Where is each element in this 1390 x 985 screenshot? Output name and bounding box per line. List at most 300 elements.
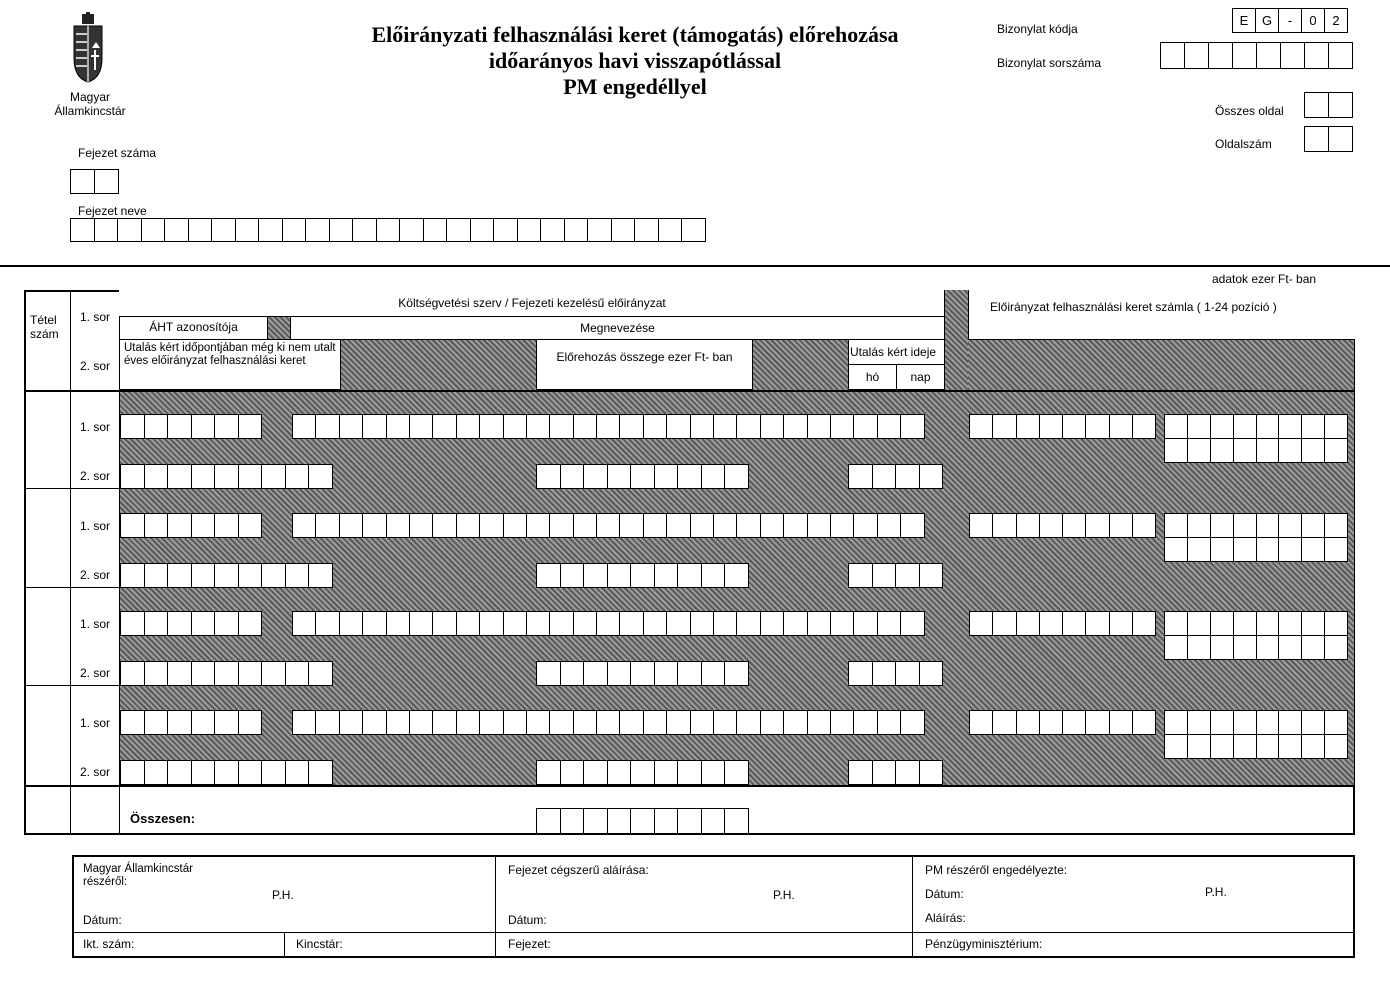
char-box[interactable] xyxy=(1164,513,1188,538)
char-box[interactable] xyxy=(872,563,897,588)
char-box[interactable] xyxy=(94,169,119,194)
char-box[interactable] xyxy=(853,414,877,439)
char-box[interactable] xyxy=(1085,513,1109,538)
char-box[interactable] xyxy=(1233,611,1257,636)
char-box[interactable] xyxy=(540,218,565,242)
char-box[interactable] xyxy=(1324,635,1348,660)
char-box[interactable] xyxy=(292,611,316,636)
char-box[interactable] xyxy=(900,611,924,636)
char-box[interactable] xyxy=(607,760,632,785)
char-box[interactable] xyxy=(877,414,901,439)
char-box[interactable] xyxy=(760,414,784,439)
char-box[interactable] xyxy=(386,414,410,439)
char-box[interactable] xyxy=(526,414,550,439)
char-box[interactable] xyxy=(560,661,585,686)
char-box[interactable] xyxy=(456,611,480,636)
char-box[interactable] xyxy=(895,464,920,489)
char-box[interactable] xyxy=(308,661,333,686)
char-box[interactable] xyxy=(214,464,239,489)
pm-date[interactable]: Dátum: xyxy=(925,887,964,901)
char-box[interactable] xyxy=(1328,126,1353,152)
char-box[interactable] xyxy=(1301,414,1325,439)
char-box[interactable] xyxy=(701,760,726,785)
char-box[interactable] xyxy=(191,563,216,588)
char-box[interactable] xyxy=(120,563,145,588)
char-box[interactable] xyxy=(144,710,169,735)
char-box[interactable] xyxy=(573,414,597,439)
char-box[interactable] xyxy=(141,218,166,242)
char-box[interactable] xyxy=(362,611,386,636)
char-box[interactable] xyxy=(895,563,920,588)
char-box[interactable] xyxy=(305,218,330,242)
char-box[interactable] xyxy=(630,808,655,834)
char-box[interactable] xyxy=(654,808,679,834)
char-box[interactable] xyxy=(596,611,620,636)
char-box[interactable] xyxy=(1301,710,1325,735)
char-box[interactable] xyxy=(848,464,873,489)
char-box[interactable] xyxy=(432,710,456,735)
char-box[interactable] xyxy=(607,464,632,489)
char-box[interactable] xyxy=(872,760,897,785)
char-box[interactable] xyxy=(1187,710,1211,735)
char-box[interactable] xyxy=(992,710,1016,735)
char-box[interactable] xyxy=(1164,734,1188,759)
char-box[interactable] xyxy=(1164,438,1188,463)
char-box[interactable] xyxy=(526,513,550,538)
account-field-a[interactable] xyxy=(969,513,1156,538)
char-box[interactable] xyxy=(587,218,612,242)
char-box[interactable] xyxy=(167,513,192,538)
char-box[interactable] xyxy=(807,611,831,636)
transfer-date-field[interactable] xyxy=(848,563,943,588)
char-box[interactable] xyxy=(409,710,433,735)
char-box[interactable] xyxy=(701,808,726,834)
char-box[interactable] xyxy=(992,414,1016,439)
char-box[interactable] xyxy=(1233,537,1257,562)
char-box[interactable] xyxy=(238,611,263,636)
char-box[interactable] xyxy=(120,661,145,686)
advance-field[interactable] xyxy=(536,760,749,785)
total-amount-field[interactable] xyxy=(536,808,749,834)
transfer-date-field[interactable] xyxy=(848,760,943,785)
char-box[interactable] xyxy=(596,414,620,439)
char-box[interactable] xyxy=(619,611,643,636)
char-box[interactable] xyxy=(1039,611,1063,636)
char-box[interactable] xyxy=(120,710,145,735)
char-box[interactable] xyxy=(1016,513,1040,538)
char-box[interactable] xyxy=(1210,710,1234,735)
char-box[interactable] xyxy=(339,513,363,538)
char-box[interactable] xyxy=(560,808,585,834)
account-field-c[interactable] xyxy=(1164,635,1348,660)
char-box[interactable] xyxy=(167,760,192,785)
char-box[interactable] xyxy=(1132,710,1156,735)
char-box[interactable] xyxy=(479,611,503,636)
char-box[interactable] xyxy=(969,710,993,735)
unpaid-field[interactable] xyxy=(120,464,333,489)
char-box[interactable] xyxy=(630,760,655,785)
char-box[interactable] xyxy=(549,611,573,636)
char-box[interactable] xyxy=(1187,513,1211,538)
char-box[interactable] xyxy=(167,464,192,489)
char-box[interactable] xyxy=(536,661,561,686)
char-box[interactable] xyxy=(992,513,1016,538)
char-box[interactable] xyxy=(724,661,749,686)
char-box[interactable] xyxy=(503,710,527,735)
char-box[interactable] xyxy=(339,611,363,636)
account-field-b[interactable] xyxy=(1164,710,1348,735)
char-box[interactable] xyxy=(830,611,854,636)
char-box[interactable] xyxy=(261,661,286,686)
account-field-a[interactable] xyxy=(969,611,1156,636)
char-box[interactable] xyxy=(677,464,702,489)
account-field-a[interactable] xyxy=(969,414,1156,439)
treasury-date[interactable]: Dátum: xyxy=(83,913,122,927)
char-box[interactable] xyxy=(1301,537,1325,562)
char-box[interactable] xyxy=(1016,710,1040,735)
char-box[interactable] xyxy=(919,563,944,588)
char-box[interactable] xyxy=(120,414,145,439)
char-box[interactable] xyxy=(479,513,503,538)
char-box[interactable] xyxy=(619,710,643,735)
char-box[interactable] xyxy=(144,563,169,588)
char-box[interactable] xyxy=(446,218,471,242)
transfer-date-field[interactable] xyxy=(848,464,943,489)
char-box[interactable] xyxy=(167,563,192,588)
aht-id-field[interactable] xyxy=(120,414,262,439)
char-box[interactable] xyxy=(736,414,760,439)
char-box[interactable] xyxy=(167,661,192,686)
char-box[interactable] xyxy=(214,760,239,785)
char-box[interactable] xyxy=(560,464,585,489)
char-box[interactable] xyxy=(713,611,737,636)
char-box[interactable] xyxy=(315,710,339,735)
serial-field[interactable] xyxy=(1160,42,1353,69)
char-box[interactable] xyxy=(1324,611,1348,636)
char-box[interactable] xyxy=(120,464,145,489)
chapter-signature[interactable]: Fejezet cégszerű aláírása: xyxy=(508,863,649,877)
char-box[interactable] xyxy=(643,513,667,538)
char-box[interactable] xyxy=(1324,414,1348,439)
char-box[interactable] xyxy=(736,611,760,636)
name-field[interactable] xyxy=(292,414,925,439)
char-box[interactable] xyxy=(654,661,679,686)
char-box[interactable] xyxy=(238,563,263,588)
char-box[interactable] xyxy=(713,710,737,735)
char-box[interactable] xyxy=(144,464,169,489)
char-box[interactable] xyxy=(872,661,897,686)
char-box[interactable] xyxy=(969,513,993,538)
char-box[interactable] xyxy=(724,760,749,785)
char-box[interactable] xyxy=(1324,513,1348,538)
char-box[interactable] xyxy=(292,414,316,439)
char-box[interactable] xyxy=(736,513,760,538)
char-box[interactable] xyxy=(1324,537,1348,562)
account-field-c[interactable] xyxy=(1164,537,1348,562)
char-box[interactable] xyxy=(1132,414,1156,439)
char-box[interactable] xyxy=(1278,537,1302,562)
char-box[interactable] xyxy=(144,513,169,538)
char-box[interactable] xyxy=(919,661,944,686)
char-box[interactable] xyxy=(630,563,655,588)
char-box[interactable] xyxy=(285,563,310,588)
account-field-c[interactable] xyxy=(1164,734,1348,759)
aht-id-field[interactable] xyxy=(120,710,262,735)
char-box[interactable] xyxy=(503,513,527,538)
char-box[interactable] xyxy=(167,414,192,439)
char-box[interactable] xyxy=(583,808,608,834)
char-box[interactable] xyxy=(503,414,527,439)
char-box[interactable] xyxy=(848,661,873,686)
char-box[interactable] xyxy=(120,760,145,785)
char-box[interactable] xyxy=(1256,513,1280,538)
char-box[interactable] xyxy=(191,513,216,538)
char-box[interactable] xyxy=(536,464,561,489)
char-box[interactable] xyxy=(690,710,714,735)
char-box[interactable] xyxy=(643,414,667,439)
char-box[interactable] xyxy=(1062,513,1086,538)
char-box[interactable] xyxy=(1085,710,1109,735)
char-box[interactable] xyxy=(432,414,456,439)
char-box[interactable] xyxy=(144,661,169,686)
char-box[interactable] xyxy=(1278,635,1302,660)
char-box[interactable] xyxy=(282,218,307,242)
total-pages-field[interactable] xyxy=(1304,92,1353,118)
char-box[interactable] xyxy=(191,611,216,636)
char-box[interactable] xyxy=(1164,635,1188,660)
char-box[interactable] xyxy=(261,464,286,489)
char-box[interactable] xyxy=(607,808,632,834)
char-box[interactable] xyxy=(1256,734,1280,759)
unpaid-field[interactable] xyxy=(120,760,333,785)
aht-id-field[interactable] xyxy=(120,611,262,636)
char-box[interactable] xyxy=(1256,635,1280,660)
char-box[interactable] xyxy=(1109,611,1133,636)
char-box[interactable] xyxy=(238,414,263,439)
char-box[interactable] xyxy=(376,218,401,242)
char-box[interactable] xyxy=(1324,438,1348,463)
char-box[interactable] xyxy=(872,464,897,489)
char-box[interactable] xyxy=(238,661,263,686)
char-box[interactable] xyxy=(853,513,877,538)
char-box[interactable] xyxy=(1062,414,1086,439)
name-field[interactable] xyxy=(292,611,925,636)
char-box[interactable] xyxy=(285,661,310,686)
char-box[interactable] xyxy=(479,414,503,439)
char-box[interactable] xyxy=(1210,611,1234,636)
char-box[interactable] xyxy=(760,611,784,636)
char-box[interactable] xyxy=(315,414,339,439)
char-box[interactable] xyxy=(1187,438,1211,463)
char-box[interactable] xyxy=(583,661,608,686)
char-box[interactable] xyxy=(630,661,655,686)
char-box[interactable] xyxy=(830,414,854,439)
char-box[interactable] xyxy=(214,513,239,538)
char-box[interactable] xyxy=(167,710,192,735)
char-box[interactable] xyxy=(643,710,667,735)
char-box[interactable] xyxy=(456,414,480,439)
char-box[interactable] xyxy=(564,218,589,242)
account-field-c[interactable] xyxy=(1164,438,1348,463)
char-box[interactable] xyxy=(120,611,145,636)
char-box[interactable] xyxy=(409,513,433,538)
char-box[interactable] xyxy=(643,611,667,636)
char-box[interactable] xyxy=(783,710,807,735)
char-box[interactable] xyxy=(191,760,216,785)
char-box[interactable] xyxy=(690,513,714,538)
char-box[interactable] xyxy=(666,513,690,538)
char-box[interactable] xyxy=(1132,513,1156,538)
char-box[interactable] xyxy=(432,611,456,636)
char-box[interactable] xyxy=(191,661,216,686)
char-box[interactable] xyxy=(1278,513,1302,538)
char-box[interactable] xyxy=(573,611,597,636)
char-box[interactable] xyxy=(164,218,189,242)
char-box[interactable] xyxy=(900,513,924,538)
char-box[interactable] xyxy=(634,218,659,242)
char-box[interactable] xyxy=(1301,438,1325,463)
char-box[interactable] xyxy=(191,464,216,489)
chapter-date[interactable]: Dátum: xyxy=(508,913,547,927)
name-field[interactable] xyxy=(292,513,925,538)
char-box[interactable] xyxy=(1256,611,1280,636)
char-box[interactable] xyxy=(214,661,239,686)
char-box[interactable] xyxy=(1324,710,1348,735)
char-box[interactable] xyxy=(848,760,873,785)
char-box[interactable] xyxy=(877,513,901,538)
char-box[interactable] xyxy=(362,414,386,439)
char-box[interactable] xyxy=(1187,635,1211,660)
char-box[interactable] xyxy=(238,513,263,538)
char-box[interactable] xyxy=(493,218,518,242)
char-box[interactable] xyxy=(895,661,920,686)
char-box[interactable] xyxy=(583,464,608,489)
char-box[interactable] xyxy=(1184,42,1209,69)
advance-field[interactable] xyxy=(536,464,749,489)
char-box[interactable] xyxy=(339,414,363,439)
char-box[interactable] xyxy=(690,414,714,439)
char-box[interactable] xyxy=(315,513,339,538)
char-box[interactable] xyxy=(583,760,608,785)
name-field[interactable] xyxy=(292,710,925,735)
char-box[interactable] xyxy=(238,710,263,735)
chapter-no-field[interactable] xyxy=(70,169,119,194)
char-box[interactable] xyxy=(1164,414,1188,439)
char-box[interactable] xyxy=(94,218,119,242)
char-box[interactable] xyxy=(1304,42,1329,69)
char-box[interactable] xyxy=(724,563,749,588)
char-box[interactable] xyxy=(619,414,643,439)
char-box[interactable] xyxy=(1324,734,1348,759)
char-box[interactable] xyxy=(573,710,597,735)
char-box[interactable] xyxy=(292,710,316,735)
char-box[interactable] xyxy=(261,563,286,588)
char-box[interactable] xyxy=(736,710,760,735)
char-box[interactable] xyxy=(1210,635,1234,660)
char-box[interactable] xyxy=(724,808,749,834)
char-box[interactable] xyxy=(261,760,286,785)
char-box[interactable] xyxy=(783,513,807,538)
char-box[interactable] xyxy=(1233,710,1257,735)
char-box[interactable] xyxy=(1328,42,1353,69)
char-box[interactable] xyxy=(583,563,608,588)
char-box[interactable] xyxy=(456,513,480,538)
char-box[interactable] xyxy=(1256,438,1280,463)
char-box[interactable] xyxy=(517,218,542,242)
char-box[interactable] xyxy=(1016,611,1040,636)
char-box[interactable] xyxy=(701,464,726,489)
char-box[interactable] xyxy=(919,464,944,489)
char-box[interactable] xyxy=(1187,734,1211,759)
advance-field[interactable] xyxy=(536,563,749,588)
advance-field[interactable] xyxy=(536,661,749,686)
char-box[interactable] xyxy=(1208,42,1233,69)
account-field-b[interactable] xyxy=(1164,414,1348,439)
char-box[interactable] xyxy=(677,760,702,785)
char-box[interactable] xyxy=(630,464,655,489)
char-box[interactable] xyxy=(1304,92,1329,118)
char-box[interactable] xyxy=(536,760,561,785)
char-box[interactable] xyxy=(423,218,448,242)
char-box[interactable] xyxy=(1164,611,1188,636)
char-box[interactable] xyxy=(1256,414,1280,439)
char-box[interactable] xyxy=(1187,537,1211,562)
transfer-date-field[interactable] xyxy=(848,661,943,686)
char-box[interactable] xyxy=(70,169,95,194)
char-box[interactable] xyxy=(214,611,239,636)
char-box[interactable] xyxy=(258,218,283,242)
char-box[interactable] xyxy=(681,218,706,242)
char-box[interactable] xyxy=(724,464,749,489)
char-box[interactable] xyxy=(1062,710,1086,735)
char-box[interactable] xyxy=(658,218,683,242)
char-box[interactable] xyxy=(315,611,339,636)
char-box[interactable] xyxy=(807,513,831,538)
char-box[interactable] xyxy=(1062,611,1086,636)
char-box[interactable] xyxy=(308,464,333,489)
char-box[interactable] xyxy=(1232,42,1257,69)
char-box[interactable] xyxy=(536,563,561,588)
char-box[interactable] xyxy=(607,563,632,588)
char-box[interactable] xyxy=(1210,513,1234,538)
char-box[interactable] xyxy=(285,760,310,785)
char-box[interactable] xyxy=(1085,611,1109,636)
char-box[interactable] xyxy=(362,513,386,538)
char-box[interactable] xyxy=(560,760,585,785)
char-box[interactable] xyxy=(1328,92,1353,118)
char-box[interactable] xyxy=(1132,611,1156,636)
char-box[interactable] xyxy=(830,513,854,538)
char-box[interactable] xyxy=(783,414,807,439)
char-box[interactable] xyxy=(211,218,236,242)
char-box[interactable] xyxy=(900,710,924,735)
unpaid-field[interactable] xyxy=(120,563,333,588)
char-box[interactable] xyxy=(238,760,263,785)
char-box[interactable] xyxy=(1280,42,1305,69)
char-box[interactable] xyxy=(1278,438,1302,463)
chapter-field[interactable]: Fejezet: xyxy=(508,937,551,951)
char-box[interactable] xyxy=(386,611,410,636)
char-box[interactable] xyxy=(1210,734,1234,759)
char-box[interactable] xyxy=(1109,414,1133,439)
char-box[interactable] xyxy=(713,414,737,439)
char-box[interactable] xyxy=(1164,537,1188,562)
char-box[interactable] xyxy=(666,710,690,735)
char-box[interactable] xyxy=(479,710,503,735)
char-box[interactable] xyxy=(1210,414,1234,439)
char-box[interactable] xyxy=(1109,513,1133,538)
treasury-field[interactable]: Kincstár: xyxy=(296,937,343,951)
